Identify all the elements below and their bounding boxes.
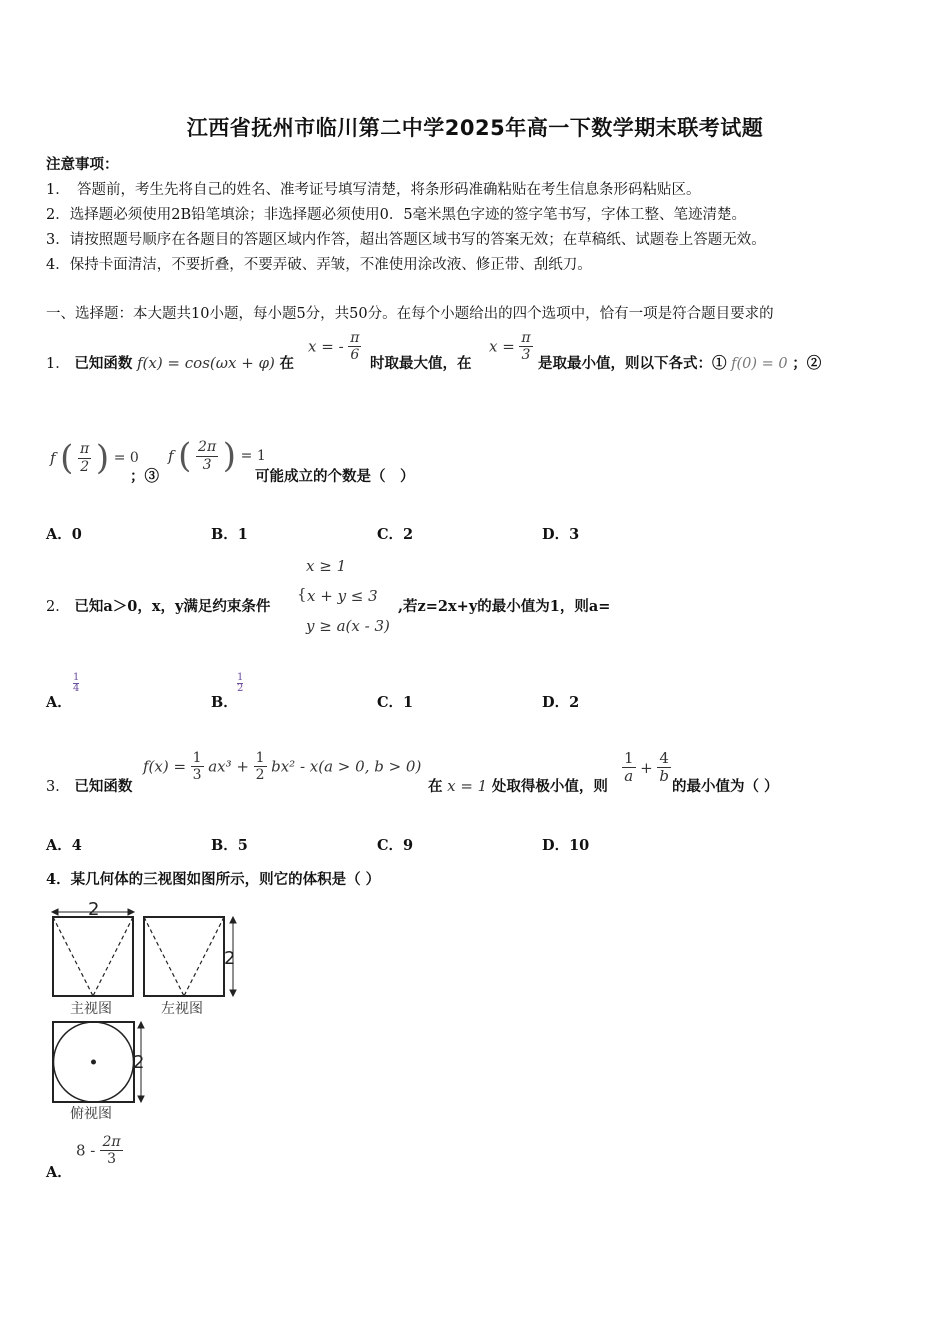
dimension-top: 2	[88, 899, 100, 920]
q1-cond2-frac	[78, 441, 91, 474]
question-number: 1．	[46, 356, 70, 372]
frac-denominator: 3	[107, 1151, 116, 1168]
section-heading: 一、选择题：本大题共10小题，每小题5分，共50分。在每个小题给出的四个选项中，恰有一项是符合题目要求的	[46, 306, 774, 322]
arrow-down-icon	[138, 1096, 144, 1102]
frac-numerator: π	[80, 441, 90, 458]
option-label: B．	[211, 694, 238, 711]
q3-function	[143, 750, 421, 783]
q1-option-b[interactable]: B．1	[211, 526, 248, 543]
brace-icon: {	[297, 585, 307, 603]
question-number: 2．	[46, 599, 70, 615]
frac-denominator: 3	[202, 456, 212, 473]
arrow-left-icon	[52, 909, 58, 915]
dimension-plan: 2	[133, 1052, 145, 1073]
q3-frac-1	[191, 750, 204, 783]
q1-option-d[interactable]: D．3	[542, 526, 580, 543]
frac-denominator: 4	[73, 683, 80, 694]
q1-option-c[interactable]: C．2	[377, 526, 414, 543]
left-view-label: 左视图	[161, 1001, 203, 1017]
q2-option-a-frac	[73, 673, 79, 695]
q3-mid	[428, 775, 608, 796]
note-item: 2．选择题必须使用2B铅笔填涂；非选择题必须使用0．5毫米黑色字迹的签字笔书写，字体工整、笔迹清楚。	[46, 207, 747, 223]
frac-denominator: 6	[350, 347, 360, 364]
q1-cond3-eq: = 1	[240, 448, 266, 464]
left-view-square	[144, 917, 224, 996]
option-label: A．	[46, 1164, 72, 1181]
q1-text: ；②	[792, 355, 822, 372]
q3-f-lhs: f(x) =	[143, 757, 187, 776]
q4-option-a-frac	[100, 1134, 122, 1167]
q3-x-value: x = 1	[447, 777, 488, 795]
paren-right: )	[95, 438, 110, 478]
q1-x2-frac	[519, 330, 532, 363]
q1-x1	[308, 330, 361, 363]
dimension-side: 2	[224, 948, 236, 969]
arrow-up-icon	[138, 1022, 144, 1028]
small-fraction	[73, 673, 79, 694]
q1-x2-lhs: x =	[489, 337, 515, 356]
q2-text: ,若z=2x+y的最小值为1，则a=	[398, 598, 611, 615]
frac-numerator: 1	[255, 750, 265, 766]
q2-option-c[interactable]: C．1	[377, 694, 414, 711]
q1-text: 可能成立的个数是（ ）	[255, 468, 415, 485]
q2-text: 已知a＞0，x，y满足约束条件	[74, 598, 271, 615]
q1-cond1: f(0) = 0	[731, 356, 788, 372]
q2-constraint-2: x + y ≤ 3	[307, 587, 378, 605]
q2-option-a[interactable]	[46, 691, 72, 712]
small-fraction	[237, 673, 243, 694]
expr-lhs: 8 -	[76, 1141, 96, 1160]
q1-x1-lhs: x = -	[308, 337, 344, 356]
q1-text: ；③	[130, 468, 159, 485]
q3-f-term2: bx² - x(a > 0, b > 0)	[271, 757, 422, 776]
frac-numerator: 2π	[102, 1134, 121, 1150]
left-view	[144, 917, 236, 996]
q1-text: 已知函数	[74, 355, 133, 372]
q3-option-a[interactable]: A．4	[46, 837, 82, 854]
note-item: 1． 答题前，考生先将自己的姓名、准考证号填写清楚，将条形码准确粘贴在考生信息条形码粘贴区。	[46, 182, 701, 198]
frac-denominator: 2	[80, 458, 90, 475]
q1-cond3	[168, 436, 266, 476]
q3-expr-frac-1	[622, 750, 636, 786]
frac-numerator: π	[521, 330, 531, 346]
question-3-start	[46, 775, 132, 796]
q1-text: 是取最小值，则以下各式：①	[538, 355, 727, 372]
hidden-edge	[53, 917, 93, 996]
paren-left: (	[60, 438, 74, 478]
q2-constraint-3: y ≥ a(x - 3)	[306, 617, 390, 635]
frac-numerator: 1	[237, 672, 244, 683]
center-dot	[92, 1060, 96, 1064]
q1-line1-tail	[538, 352, 821, 373]
q3-option-d[interactable]: D．10	[542, 837, 590, 854]
plus-sign: +	[640, 758, 653, 777]
q2-option-b-frac	[237, 673, 243, 695]
frac-denominator: a	[624, 767, 634, 786]
q1-function: f(x) = cos(ωx + φ)	[136, 354, 275, 372]
page-title: 江西省抚州市临川第二中学2025年高一下数学期末联考试题	[186, 116, 764, 140]
q3-expr-frac-2	[657, 750, 671, 786]
hidden-edge	[93, 917, 133, 996]
q1-cond3-f: f	[168, 447, 174, 465]
frac-numerator: 4	[657, 750, 671, 768]
q1-cond2-eq: = 0	[113, 450, 139, 466]
option-label: A．	[46, 694, 72, 711]
q3-text: 的最小值为（ ）	[672, 778, 779, 795]
note-item: 4．保持卡面清洁，不要折叠，不要弄破、弄皱，不准使用涂改液、修正带、刮纸刀。	[46, 257, 592, 273]
q4-option-a-expr	[76, 1134, 123, 1167]
q2-option-b[interactable]	[211, 691, 238, 712]
q1-option-a[interactable]: A．0	[46, 526, 82, 543]
hidden-edge	[184, 917, 224, 996]
question-number: 3．	[46, 779, 70, 795]
q3-text: 已知函数	[74, 778, 133, 795]
three-view-figure	[44, 898, 244, 1123]
front-view	[52, 909, 134, 996]
frac-numerator: 1	[192, 750, 202, 766]
q3-option-b[interactable]: B．5	[211, 837, 248, 854]
arrow-right-icon	[128, 909, 134, 915]
q2-constraint-1: x ≥ 1	[306, 557, 347, 575]
question-4-text: 4．某几何体的三视图如图所示，则它的体积是（ ）	[46, 871, 381, 888]
q3-f-term1: ax³ +	[208, 757, 249, 776]
question-1-line1	[46, 352, 294, 373]
q1-text: 时取最大值，在	[370, 355, 472, 372]
q3-option-c[interactable]: C．9	[377, 837, 414, 854]
frac-denominator: 3	[521, 347, 531, 364]
front-view-square	[53, 917, 133, 996]
q2-option-d[interactable]: D．2	[542, 694, 580, 711]
q3-text: 处取得极小值，则	[491, 778, 608, 795]
q3-text: 在	[428, 778, 443, 795]
q1-x2	[489, 330, 533, 363]
q4-option-a[interactable]	[46, 1161, 72, 1182]
q1-text: 在	[279, 355, 295, 372]
q1-cond2-f: f	[50, 449, 56, 467]
q3-expression	[622, 750, 671, 786]
q1-cond2	[50, 438, 139, 478]
paren-left: (	[178, 436, 192, 476]
notes-heading: 注意事项：	[46, 156, 119, 173]
frac-denominator: b	[659, 767, 669, 786]
q1-x1-frac	[348, 330, 361, 363]
paren-right: )	[222, 436, 237, 476]
frac-denominator: 3	[192, 767, 202, 784]
note-item: 3．请按照题号顺序在各题目的答题区域内作答，超出答题区域书写的答案无效；在草稿纸、试题卷上答题无效。	[46, 232, 766, 248]
frac-denominator: 2	[255, 767, 265, 784]
top-view	[53, 1022, 144, 1102]
top-view-label: 俯视图	[70, 1106, 112, 1122]
frac-numerator: 2π	[198, 439, 217, 456]
frac-denominator: 2	[237, 683, 244, 694]
arrow-down-icon	[230, 990, 236, 996]
hidden-edge	[144, 917, 184, 996]
question-2-line	[46, 595, 270, 616]
frac-numerator: 1	[624, 749, 634, 767]
frac-numerator: π	[350, 330, 360, 346]
q1-cond3-frac	[196, 439, 218, 472]
frac-numerator: 1	[73, 672, 80, 683]
arrow-up-icon	[230, 917, 236, 923]
q3-frac-2	[254, 750, 267, 783]
front-view-label: 主视图	[70, 1001, 112, 1017]
